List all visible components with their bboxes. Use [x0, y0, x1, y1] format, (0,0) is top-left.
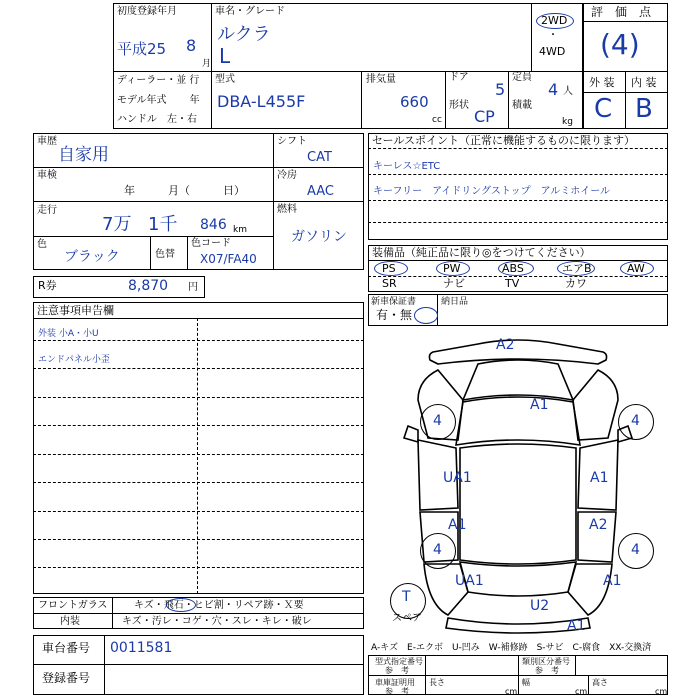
- length-cm: cm: [505, 687, 518, 696]
- capacity-value: 4: [548, 80, 559, 99]
- mark-a1-hood: A1: [530, 397, 549, 413]
- equip-abs: ABS: [502, 262, 524, 275]
- exterior-label: 外 装: [589, 76, 615, 89]
- equip-abs-circle: [498, 261, 534, 276]
- door-value: 5: [495, 80, 506, 99]
- exterior-grade: C: [594, 94, 613, 124]
- warranty-value: 有・無: [376, 308, 413, 322]
- cc-unit: cc: [432, 115, 442, 125]
- interior-value: キズ・汚レ・コゲ・穴・スレ・キレ・破レ: [122, 616, 312, 627]
- recycle-label: R券: [38, 279, 57, 292]
- recycle-value: 8,870: [128, 278, 169, 294]
- kg-unit: kg: [562, 117, 573, 127]
- notes-block: [33, 302, 364, 594]
- type-designation-ref: 参 考: [385, 666, 409, 675]
- mileage-label: 走行: [37, 205, 57, 216]
- mileage-sen: 1千: [148, 214, 178, 235]
- category-number-label: 類別区分番号: [522, 657, 570, 666]
- equip-ps-circle: [374, 261, 408, 276]
- equip-navi: ナビ: [443, 277, 465, 290]
- drive-4wd: 4WD: [539, 45, 566, 58]
- cert-label: 車庫証明用: [375, 678, 415, 687]
- displacement-value: 660: [400, 93, 429, 111]
- sales-point-line-1: キーレス☆ETC: [373, 161, 441, 172]
- drive-2wd: 2WD: [541, 14, 568, 27]
- history-label: 車歴: [37, 136, 57, 147]
- color-code-label: 色コード: [191, 238, 231, 249]
- equip-pw: PW: [443, 262, 461, 275]
- equip-tv: TV: [505, 277, 520, 290]
- interior-label: 内 装: [631, 76, 657, 89]
- drive-dot: ・: [548, 30, 558, 41]
- spare-label: スペア: [392, 613, 422, 624]
- fuel-label: 燃料: [277, 204, 297, 215]
- car-name-label: 車名・グレード: [215, 6, 285, 17]
- width-cm: cm: [575, 687, 588, 696]
- door-label: ドア: [449, 72, 469, 83]
- equip-pw-circle: [436, 261, 470, 276]
- mark-tire-fr: 4: [631, 413, 640, 429]
- shaken-label: 車検: [37, 170, 57, 181]
- mark-a1-bottom-right: A1: [603, 573, 622, 589]
- chassis-value: 0011581: [110, 640, 173, 656]
- mark-tire-fl: 4: [433, 413, 442, 429]
- month-value: 8: [186, 36, 197, 55]
- category-number-ref: 参 考: [535, 666, 559, 675]
- mark-ua1-bottom: UA1: [455, 573, 484, 589]
- mark-ua1-left: UA1: [443, 470, 472, 486]
- spare-t: T: [402, 589, 411, 605]
- equip-airbag-circle: [557, 261, 595, 276]
- front-glass-label: フロントガラス: [38, 600, 108, 611]
- equip-aw: AW: [627, 262, 645, 275]
- shape-label: 形状: [449, 100, 469, 111]
- mark-u2: U2: [530, 598, 550, 614]
- model-year-label: モデル年式 年: [117, 95, 200, 106]
- width-label: 幅: [522, 678, 530, 687]
- dealer-label: ディーラー・並 行: [117, 75, 200, 86]
- cert-ref: 参 考: [385, 687, 409, 696]
- damage-legend: A-キズ E-エクボ U-凹み W-補修跡 S-サビ C-腐食 XX-交換済: [371, 643, 652, 653]
- load-label: 積載: [512, 100, 532, 111]
- rating-value: (4): [600, 28, 640, 61]
- equip-ps: PS: [382, 262, 396, 275]
- shaken-value: 年 月（ 日）: [124, 184, 245, 197]
- mark-a2-top: A2: [496, 337, 515, 353]
- km-unit: km: [233, 225, 247, 235]
- shift-label: シフト: [277, 136, 307, 147]
- color-value: ブラック: [64, 249, 120, 265]
- fuel-value: ガソリン: [291, 229, 347, 245]
- sales-point-line-2: キーフリー アイドリングストップ アルミホイール: [373, 186, 610, 197]
- shape-value: CP: [474, 107, 495, 126]
- mileage-rest: 846: [200, 217, 227, 233]
- mark-tire-rl: 4: [433, 542, 442, 558]
- handle-label: ハンドル 左・右: [117, 114, 197, 125]
- capacity-label: 定員: [512, 72, 532, 83]
- ac-value: AAC: [307, 184, 334, 199]
- height-cm: cm: [655, 687, 668, 696]
- notes-label: 注意事項申告欄: [37, 304, 114, 317]
- mark-a2-right-rear: A2: [589, 517, 608, 533]
- note-line-1: 外装 小A・小U: [38, 329, 99, 339]
- equip-leather: カワ: [565, 277, 587, 290]
- note-line-2: エンドパネル小歪: [38, 355, 110, 365]
- front-glass-circle: [166, 598, 196, 612]
- model-value: DBA-L455F: [217, 92, 306, 111]
- warranty-circle: [414, 307, 438, 324]
- mark-a1-bottom: A1: [567, 618, 586, 634]
- equip-airbag: エアB: [562, 262, 592, 275]
- front-glass-value: キズ・飛石・ヒビ割・リペア跡・Ｘ要: [134, 600, 304, 611]
- height-label: 高さ: [592, 678, 608, 687]
- reg-label: 登録番号: [42, 671, 91, 685]
- warranty-label: 新車保証書: [371, 297, 417, 307]
- interior-label-row: 内装: [60, 616, 80, 627]
- mark-a1-left-rear: A1: [448, 517, 467, 533]
- equipment-label: 装備品（純正品に限り◎をつけてください）: [372, 246, 591, 259]
- interior-grade: B: [635, 94, 653, 124]
- chassis-label: 車台番号: [42, 641, 91, 655]
- history-value: 自家用: [58, 145, 109, 165]
- color-code-value: X07/FA40: [200, 252, 257, 266]
- color-label: 色: [37, 239, 47, 250]
- mileage-man: 7万: [102, 214, 132, 235]
- type-designation-label: 型式指定番号: [375, 657, 423, 666]
- first-reg-label: 初度登録年月: [117, 6, 177, 17]
- capacity-unit: 人: [563, 86, 573, 97]
- mark-a1-right: A1: [590, 470, 609, 486]
- equip-sr: SR: [382, 277, 397, 290]
- equip-aw-circle: [620, 261, 654, 276]
- color-change-label: 色替: [155, 249, 175, 260]
- shift-value: CAT: [307, 150, 332, 165]
- mark-tire-rr: 4: [631, 542, 640, 558]
- model-label: 型式: [215, 74, 235, 85]
- delivery-label: 納日品: [441, 297, 469, 307]
- length-label: 長さ: [429, 678, 445, 687]
- recycle-unit: 円: [188, 282, 198, 293]
- recycle-box: [33, 276, 205, 298]
- displacement-label: 排気量: [366, 74, 396, 85]
- sales-points-label: セールスポイント（正常に機能するものに限ります）: [372, 134, 636, 147]
- car-grade: L: [219, 44, 231, 68]
- car-name: ルクラ: [217, 24, 271, 45]
- ac-label: 冷房: [277, 170, 297, 181]
- rating-label: 評 価 点: [591, 5, 652, 19]
- era-value: 平成25: [117, 40, 167, 58]
- month-unit: 月: [202, 59, 212, 69]
